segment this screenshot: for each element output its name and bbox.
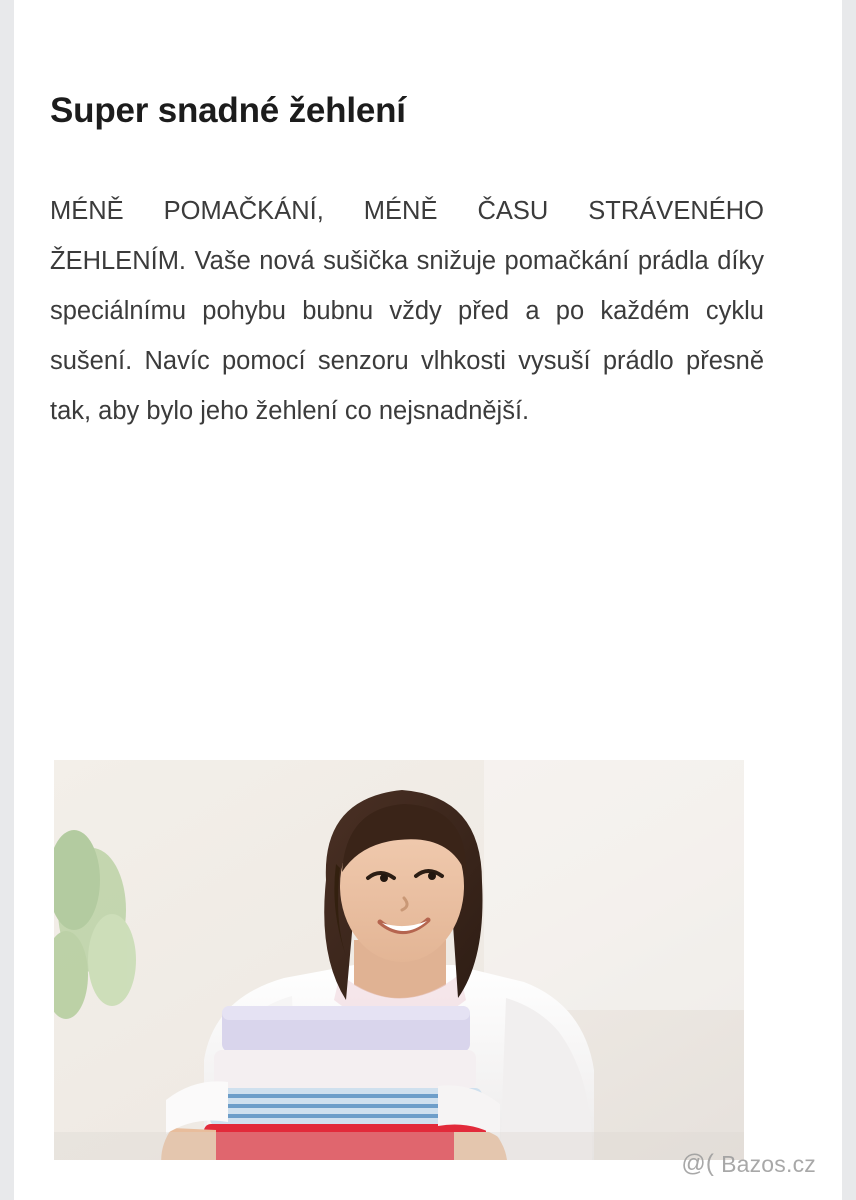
- page-title: Super snadné žehlení: [50, 91, 406, 130]
- document-sheet: [14, 0, 842, 1200]
- watermark-symbol: @(: [681, 1150, 715, 1177]
- article-content: [50, 90, 764, 436]
- photo-illustration: [54, 760, 744, 1160]
- article-paragraph: MÉNĚ POMAČKÁNÍ, MÉNĚ ČASU STRÁVENÉHO ŽEHLENÍM. Vaše nová sušička snižuje pomačkání prádla díky speciálnímu pohybu bubnu vždy před a po každém cyklu sušení. Navíc pomocí senzoru vlhkosti vysuší prádlo přesně tak, aby bylo jeho žehlení co nejsnadnější.: [50, 197, 764, 425]
- watermark-text: Bazos.cz: [721, 1150, 816, 1177]
- product-photo: [54, 760, 744, 1160]
- watermark: [681, 1150, 816, 1178]
